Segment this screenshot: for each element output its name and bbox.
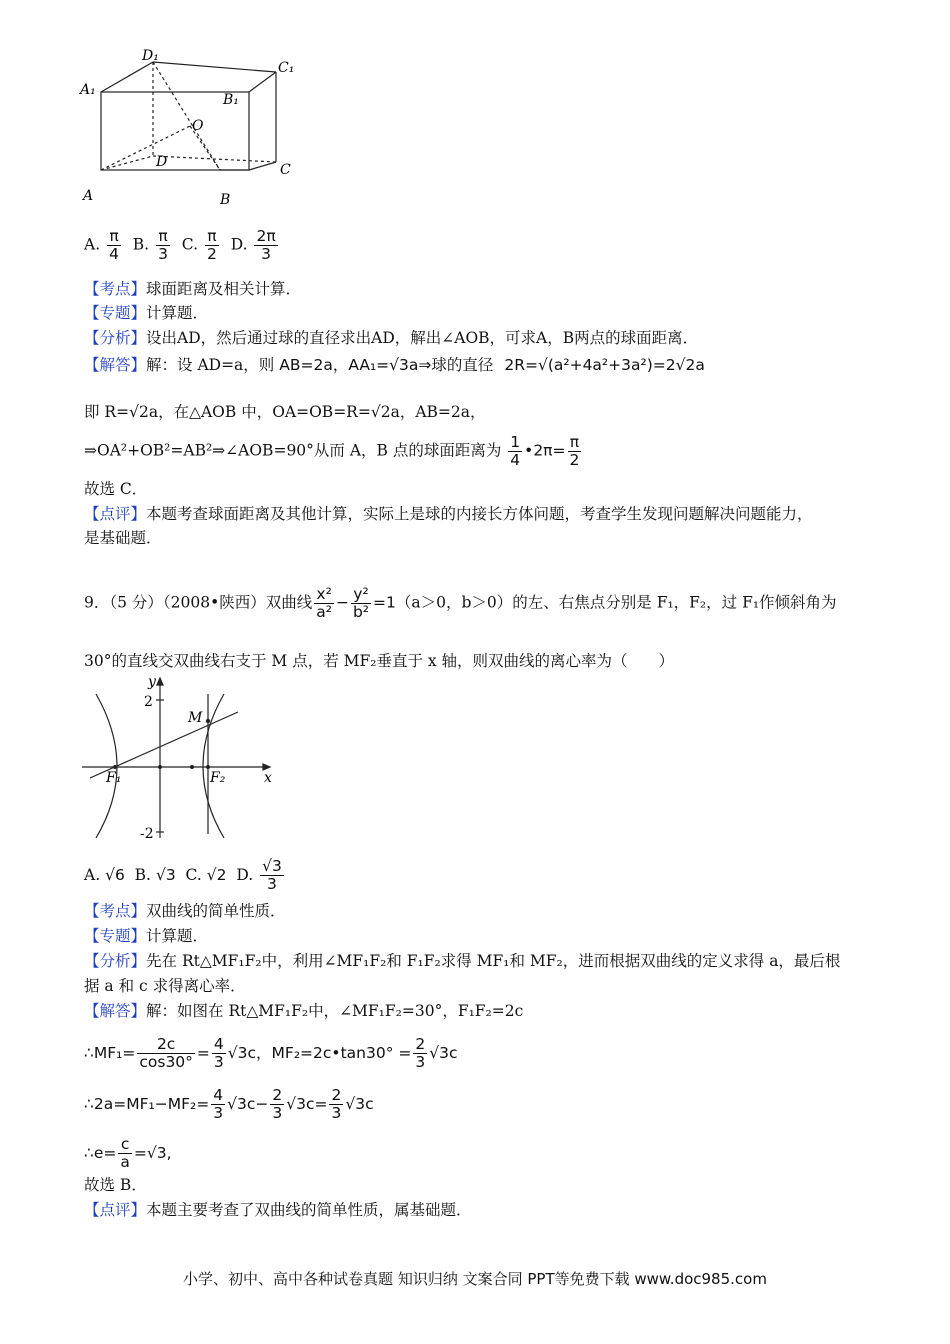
q9-kaodian: 【考点】双曲线的简单性质． [84, 902, 286, 920]
q8-jieda-2: 即 R=√2a，在△AOB 中，OA=OB=R=√2a，AB=2a， [84, 403, 486, 421]
q9-fenxi-1: 【分析】先在 Rt△MF₁F₂中，利用∠MF₁F₂和 F₁F₂求得 MF₁和 MF₂，进而根据双曲线的定义求得 a，最后根 [84, 952, 841, 970]
q9-eq1: ∴MF₁= $\frac{2c}{\cos 30^\circ}$ = $\frac{4}{3}$ √3c，MF₂=2c•tan30° = $\frac{2}{3}$ √3c [84, 1035, 458, 1072]
graph-tick-neg2: -2 [140, 826, 154, 842]
q8-jieda-1: 【解答】解：设 AD=a，则 AB=2a，AA₁=√3a⇒球的直径 2R=√(a²+4a²+3a²)=2√2a [84, 356, 705, 374]
q8-opt-d-frac: $\frac{2\pi}{3}$ [256, 227, 276, 264]
label-D: D [156, 154, 168, 170]
q8-opt-b-frac: $\frac{\pi}{3}$ [158, 227, 168, 264]
q9-options: A. √6 B. √3 C. √2 D. $\frac{√3}{3}$ [84, 857, 282, 894]
label-C1: C₁ [278, 60, 295, 76]
label-O: O [192, 118, 204, 134]
q8-fenxi: 【分析】设出AD，然后通过球的直径求出AD，解出∠AOB，可求A，B两点的球面距离． [84, 329, 699, 347]
q9-guxuan: 故选 B． [84, 1176, 147, 1194]
q9-stem-1: 9．（5 分）（2008•陕西）双曲线 $\frac{\text{x²}}{\text{a²}}$ − $\frac{\text{y²}}{\text{b²}}$ =1（a＞0，b＞0）的左、右焦点分别是 F₁，F₂，过 F₁作倾斜角为 [84, 585, 837, 622]
q8-guxuan: 故选 C． [84, 480, 148, 498]
cube-figure [78, 48, 308, 210]
q8-opt-c-frac: $\frac{\pi}{2}$ [206, 227, 217, 264]
page-footer: 小学、初中、高中各种试卷真题 知识归纳 文案合同 PPT等免费下载 www.doc985.com [183, 1270, 767, 1288]
q9-stem-2: 30°的直线交双曲线右支于 M 点，若 MF₂垂直于 x 轴，则双曲线的离心率为（ ） [84, 652, 675, 670]
graph-M-label: M [188, 710, 203, 726]
label-B: B [220, 192, 231, 208]
q8-options: A. $\frac{\pi}{4}$ B. $\frac{\pi}{3}$ C. $\frac{\pi}{2}$ D. $\frac{2\pi}{3}$ [84, 227, 276, 264]
label-A: A [83, 188, 94, 204]
label-D1: D₁ [142, 48, 159, 64]
q8-dianping-1: 【点评】本题考查球面距离及其他计算，实际上是球的内接长方体问题，考查学生发现问题解决问题能力， [84, 505, 813, 523]
graph-x-label: x [264, 770, 272, 786]
graph-F1-label: F₁ [106, 770, 122, 786]
graph-tick-2: 2 [144, 694, 153, 710]
graph-F2-label: F₂ [210, 770, 226, 786]
label-C: C [280, 162, 291, 178]
hyperbola-graph [80, 674, 280, 842]
label-A1: A₁ [80, 82, 96, 98]
q8-dianping-2: 是基础题． [84, 529, 162, 547]
q9-fenxi-2: 据 a 和 c 求得离心率． [84, 977, 246, 995]
q9-jieda-1: 【解答】解：如图在 Rt△MF₁F₂中，∠MF₁F₂=30°，F₁F₂=2c [84, 1002, 524, 1020]
q8-zhuanti: 【专题】计算题． [84, 304, 209, 322]
q8-kaodian: 【考点】球面距离及相关计算． [84, 280, 302, 298]
graph-y-label: y [148, 674, 156, 690]
q9-dianping: 【点评】本题主要考查了双曲线的简单性质，属基础题． [84, 1201, 472, 1219]
q8-jieda-3: ⇒OA²+OB²=AB²⇒∠AOB=90°从而 A，B 点的球面距离为 $\frac{1}{4}$ •2π= $\frac{\pi}{2}$ [84, 433, 580, 470]
q9-eq3: ∴e= $\frac{c}{a}$ =√3, [84, 1135, 172, 1172]
label-B1: B₁ [223, 92, 239, 108]
q8-opt-a-frac: $\frac{\pi}{4}$ [109, 227, 119, 264]
q9-zhuanti: 【专题】计算题． [84, 927, 209, 945]
q9-eq2: ∴2a=MF₁−MF₂= $\frac{4}{3}$ √3c− $\frac{2}{3}$ √3c= $\frac{2}{3}$ √3c [84, 1086, 374, 1123]
